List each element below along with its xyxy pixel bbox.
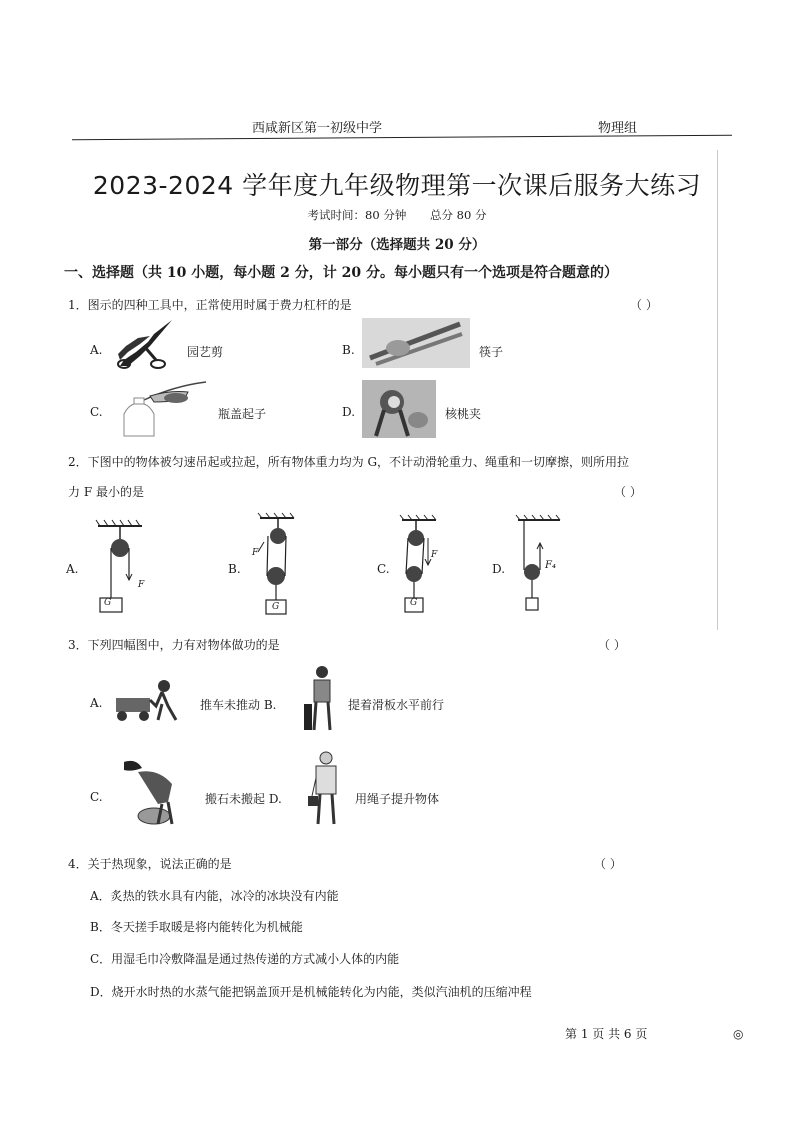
- q4-option-c: C．用湿毛巾冷敷降温是通过热传递的方式减小人体的内能: [90, 952, 400, 966]
- q2-a-weight-label: G: [104, 598, 112, 608]
- page-title: 2023-2024 学年度九年级物理第一次课后服务大练习: [92, 171, 702, 200]
- section-title: 一、选择题（共 10 小题，每小题 2 分，计 20 分。每小题只有一个选项是符合题意的）: [64, 265, 618, 281]
- q2-option-d-letter: D.: [492, 562, 506, 576]
- q2-option-a-letter: A.: [66, 562, 79, 576]
- nutcracker-image: [362, 380, 436, 438]
- q1-answer-paren: （ ）: [630, 298, 658, 312]
- chopsticks-image: [362, 318, 470, 368]
- q1-option-d-letter: D.: [342, 405, 356, 419]
- pulley-c-diagram: [396, 514, 446, 614]
- carrying-skateboard-image: [300, 664, 342, 736]
- bottle-opener-image: [114, 378, 210, 438]
- q3-option-d-label: 用绳子提升物体: [355, 792, 440, 806]
- q2-b-weight-label: G: [272, 602, 280, 612]
- lifting-stone-image: [118, 758, 190, 828]
- q3-option-b-label: 提着滑板水平前行: [348, 698, 445, 712]
- part-title: 第一部分（选择题共 20 分）: [308, 237, 486, 253]
- q2-option-b-letter: B.: [228, 562, 241, 576]
- q2-stem-line2: 力 F 最小的是: [68, 485, 144, 499]
- pulley-b-diagram: [250, 512, 304, 616]
- q3-option-a-letter: A.: [90, 696, 103, 710]
- rope-lifting-image: [304, 750, 352, 830]
- header-school: 西咸新区第一初级中学: [252, 121, 383, 136]
- q4-stem: 4．关于热现象，说法正确的是: [68, 857, 232, 871]
- q1-option-b-letter: B.: [342, 343, 355, 357]
- q2-d-force-label: F₄: [545, 560, 556, 571]
- q2-option-c-letter: C.: [377, 562, 390, 576]
- q3-option-a-label: 推车未推动 B.: [200, 698, 277, 712]
- q4-option-a: A．炙热的铁水具有内能，冰冷的冰块没有内能: [90, 889, 339, 903]
- exam-total: 总分 80 分: [430, 208, 487, 222]
- exam-info: [0, 207, 794, 223]
- q3-option-c-label: 搬石未搬起 D.: [205, 792, 282, 806]
- garden-shears-image: [114, 316, 176, 372]
- q4-option-d: D．烧开水时热的水蒸气能把锅盖顶开是机械能转化为内能，类似汽油机的压缩冲程: [90, 985, 532, 999]
- pushing-cart-image: [112, 676, 192, 724]
- q4-answer-paren: （ ）: [594, 857, 622, 871]
- pulley-d-diagram: [514, 514, 564, 614]
- q2-a-force-label: F: [138, 580, 145, 590]
- page-number: 第 1 页 共 6 页: [565, 1027, 648, 1041]
- q3-option-c-letter: C.: [90, 790, 103, 804]
- q3-stem: 3．下列四幅图中，力有对物体做功的是: [68, 638, 280, 652]
- q2-b-force-label: F: [252, 548, 259, 558]
- q1-option-c-letter: C.: [90, 405, 103, 419]
- q1-option-a-label: 园艺剪: [187, 345, 224, 359]
- q2-c-force-label: F: [431, 550, 438, 560]
- q1-option-c-label: 瓶盖起子: [218, 407, 267, 421]
- q3-answer-paren: （ ）: [598, 638, 626, 652]
- pulley-a-diagram: [90, 518, 150, 614]
- q1-option-b-label: 筷子: [479, 345, 504, 359]
- corner-mark: ◎: [733, 1027, 744, 1041]
- q4-option-b: B．冬天搓手取暖是将内能转化为机械能: [90, 920, 303, 934]
- header-group: 物理组: [598, 121, 638, 136]
- q1-stem: 1．图示的四种工具中，正常使用时属于费力杠杆的是: [68, 298, 352, 312]
- q1-option-d-label: 核桃夹: [445, 407, 482, 421]
- exam-time: 考试时间：80 分钟: [307, 208, 407, 222]
- q2-c-weight-label: G: [410, 598, 418, 608]
- q2-stem-line1: 2．下图中的物体被匀速吊起或拉起，所有物体重力均为 G，不计动滑轮重力、绳重和一切摩擦，则所用拉: [68, 455, 630, 469]
- q2-answer-paren: （ ）: [614, 485, 642, 499]
- header-rule: [72, 135, 732, 141]
- q1-option-a-letter: A.: [90, 343, 103, 357]
